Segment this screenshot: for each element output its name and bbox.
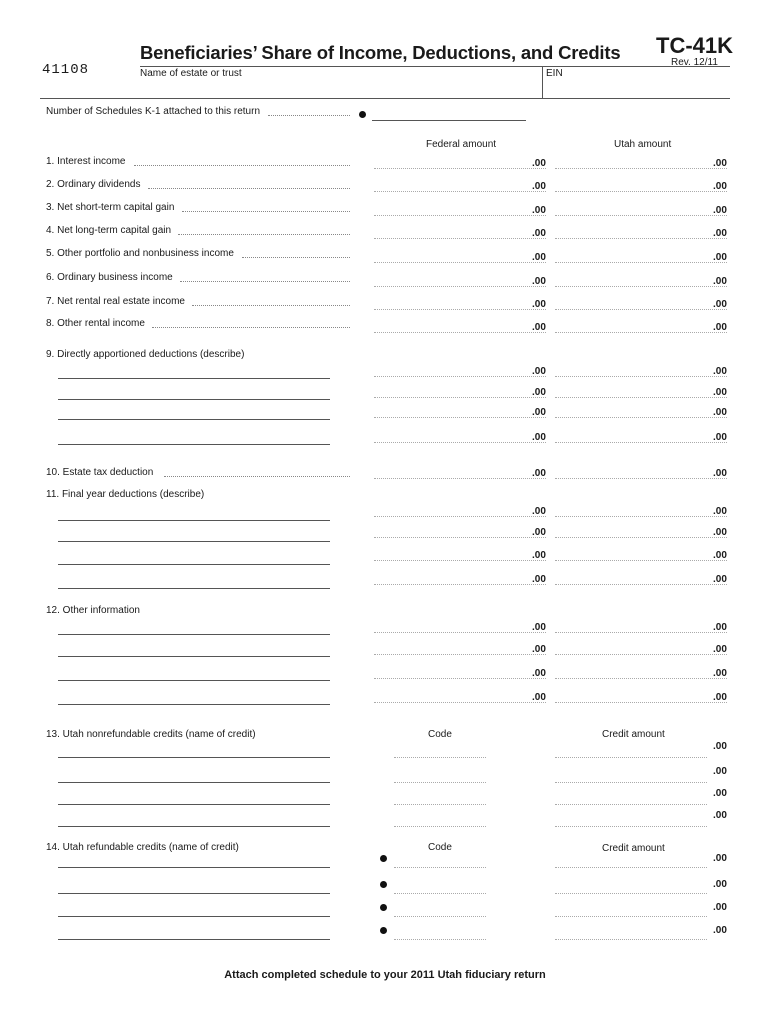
line-12-row-3-utah-cents: .00 xyxy=(713,668,727,679)
line-7-federal-field[interactable] xyxy=(374,309,546,310)
line-1-federal-field[interactable] xyxy=(374,168,546,169)
revision-date: Rev. 12/11 xyxy=(671,57,718,68)
line-11-description-field[interactable] xyxy=(58,541,330,542)
line-13-code-field[interactable] xyxy=(394,782,486,783)
line-13-credit-cents: .00 xyxy=(713,766,727,777)
line-1-utah-field[interactable] xyxy=(555,168,727,169)
line-4-label: 4. Net long-term capital gain xyxy=(46,225,172,236)
leader-dots xyxy=(152,327,350,328)
line-10-federal-cents: .00 xyxy=(532,468,546,479)
line-5-utah-field[interactable] xyxy=(555,262,727,263)
line-12-row-3-utah-field[interactable] xyxy=(555,678,727,679)
footer-instruction: Attach completed schedule to your 2011 Utah fiduciary return xyxy=(224,969,546,981)
line-6-utah-field[interactable] xyxy=(555,286,727,287)
line-14-credit-cents: .00 xyxy=(713,853,727,864)
line-13-credit-cents: .00 xyxy=(713,810,727,821)
line-9-description-field[interactable] xyxy=(58,399,330,400)
leader-dots xyxy=(192,305,350,306)
line-14-code-field[interactable] xyxy=(394,867,486,868)
leader-dots xyxy=(164,476,350,477)
header-rule xyxy=(140,66,730,67)
line-9-row-1-federal-field[interactable] xyxy=(374,376,546,377)
line-12-row-1-federal-field[interactable] xyxy=(374,632,546,633)
line-12-description-field[interactable] xyxy=(58,634,330,635)
line-4-federal-cents: .00 xyxy=(532,228,546,239)
line-9-row-2-federal-cents: .00 xyxy=(532,387,546,398)
line-13-code-field[interactable] xyxy=(394,757,486,758)
line-12-row-2-utah-cents: .00 xyxy=(713,644,727,655)
line-11-label: 11. Final year deductions (describe) xyxy=(46,489,205,500)
line-11-description-field[interactable] xyxy=(58,564,330,565)
line-9-row-2-utah-cents: .00 xyxy=(713,387,727,398)
line-11-row-2-federal-cents: .00 xyxy=(532,527,546,538)
line-14-credit-amount-field[interactable] xyxy=(555,867,707,868)
line-13-credit-name-field[interactable] xyxy=(58,782,330,783)
line-13-label: 13. Utah nonrefundable credits (name of credit) xyxy=(46,729,256,740)
line-12-row-4-federal-field[interactable] xyxy=(374,702,546,703)
line-7-label: 7. Net rental real estate income xyxy=(46,296,185,307)
line-6-label: 6. Ordinary business income xyxy=(46,272,173,283)
code-header: Code xyxy=(428,842,452,853)
line-9-row-3-utah-cents: .00 xyxy=(713,407,727,418)
line-5-utah-cents: .00 xyxy=(713,252,727,263)
ein-label: EIN xyxy=(546,68,563,79)
credit-amount-header: Credit amount xyxy=(602,729,665,740)
line-10-federal-field[interactable] xyxy=(374,478,546,479)
line-4-federal-field[interactable] xyxy=(374,238,546,239)
line-9-description-field[interactable] xyxy=(58,378,330,379)
line-12-label: 12. Other information xyxy=(46,605,140,616)
line-9-row-3-utah-field[interactable] xyxy=(555,417,727,418)
line-14-credit-cents: .00 xyxy=(713,879,727,890)
line-8-utah-cents: .00 xyxy=(713,322,727,333)
name-label: Name of estate or trust xyxy=(140,68,242,79)
line-2-federal-field[interactable] xyxy=(374,191,546,192)
line-14-credit-amount-field[interactable] xyxy=(555,893,707,894)
line-12-description-field[interactable] xyxy=(58,704,330,705)
line-14-credit-name-field[interactable] xyxy=(58,893,330,894)
federal-amount-header: Federal amount xyxy=(426,139,497,150)
bullet-icon xyxy=(359,111,366,118)
bullet-icon xyxy=(380,855,387,862)
line-3-utah-cents: .00 xyxy=(713,205,727,216)
line-11-row-3-utah-cents: .00 xyxy=(713,550,727,561)
line-11-row-1-utah-field[interactable] xyxy=(555,516,727,517)
bullet-icon xyxy=(380,927,387,934)
line-8-federal-field[interactable] xyxy=(374,332,546,333)
line-3-utah-field[interactable] xyxy=(555,215,727,216)
line-11-row-3-federal-field[interactable] xyxy=(374,560,546,561)
line-9-row-1-utah-field[interactable] xyxy=(555,376,727,377)
line-13-credit-name-field[interactable] xyxy=(58,757,330,758)
line-4-utah-field[interactable] xyxy=(555,238,727,239)
ein-divider xyxy=(542,66,543,98)
code-header: Code xyxy=(428,729,452,740)
form-code: 41108 xyxy=(42,62,90,78)
bullet-icon xyxy=(380,904,387,911)
leader-dots xyxy=(180,281,350,282)
line-11-row-3-federal-cents: .00 xyxy=(532,550,546,561)
line-12-description-field[interactable] xyxy=(58,680,330,681)
schedules-label: Number of Schedules K-1 attached to this return xyxy=(46,106,261,117)
line-12-row-1-federal-cents: .00 xyxy=(532,622,546,633)
line-12-row-4-utah-field[interactable] xyxy=(555,702,727,703)
utah-amount-header: Utah amount xyxy=(614,139,672,150)
line-13-code-field[interactable] xyxy=(394,826,486,827)
line-14-code-field[interactable] xyxy=(394,939,486,940)
line-3-label: 3. Net short-term capital gain xyxy=(46,202,175,213)
line-11-row-1-federal-field[interactable] xyxy=(374,516,546,517)
line-13-credit-amount-field[interactable] xyxy=(555,826,707,827)
line-10-utah-field[interactable] xyxy=(555,478,727,479)
line-14-label: 14. Utah refundable credits (name of credit) xyxy=(46,842,239,853)
line-14-credit-cents: .00 xyxy=(713,925,727,936)
line-3-federal-cents: .00 xyxy=(532,205,546,216)
line-13-credit-amount-field[interactable] xyxy=(555,782,707,783)
line-14-code-field[interactable] xyxy=(394,893,486,894)
line-11-row-4-federal-field[interactable] xyxy=(374,584,546,585)
line-9-description-field[interactable] xyxy=(58,419,330,420)
line-12-description-field[interactable] xyxy=(58,656,330,657)
line-12-row-1-utah-field[interactable] xyxy=(555,632,727,633)
line-1-utah-cents: .00 xyxy=(713,158,727,169)
line-12-row-2-federal-cents: .00 xyxy=(532,644,546,655)
schedules-count-field[interactable] xyxy=(372,120,526,121)
line-14-code-field[interactable] xyxy=(394,916,486,917)
line-11-row-1-utah-cents: .00 xyxy=(713,506,727,517)
line-7-federal-cents: .00 xyxy=(532,299,546,310)
line-14-credit-name-field[interactable] xyxy=(58,867,330,868)
line-8-utah-field[interactable] xyxy=(555,332,727,333)
line-12-row-1-utah-cents: .00 xyxy=(713,622,727,633)
line-14-credit-cents: .00 xyxy=(713,902,727,913)
line-14-credit-name-field[interactable] xyxy=(58,916,330,917)
line-5-federal-cents: .00 xyxy=(532,252,546,263)
line-8-federal-cents: .00 xyxy=(532,322,546,333)
line-9-description-field[interactable] xyxy=(58,444,330,445)
line-11-row-4-utah-cents: .00 xyxy=(713,574,727,585)
line-14-credit-name-field[interactable] xyxy=(58,939,330,940)
line-9-label: 9. Directly apportioned deductions (describe) xyxy=(46,349,245,360)
line-2-utah-field[interactable] xyxy=(555,191,727,192)
form-number: TC-41K xyxy=(656,33,734,58)
line-11-row-2-federal-field[interactable] xyxy=(374,537,546,538)
line-13-credit-name-field[interactable] xyxy=(58,804,330,805)
line-13-credit-cents: .00 xyxy=(713,788,727,799)
line-11-row-2-utah-field[interactable] xyxy=(555,537,727,538)
line-1-label: 1. Interest income xyxy=(46,156,126,167)
line-9-row-1-utah-cents: .00 xyxy=(713,366,727,377)
line-14-credit-amount-field[interactable] xyxy=(555,939,707,940)
line-13-credit-amount-field[interactable] xyxy=(555,757,707,758)
line-7-utah-field[interactable] xyxy=(555,309,727,310)
line-5-label: 5. Other portfolio and nonbusiness income xyxy=(46,248,234,259)
leader-dots xyxy=(268,115,350,116)
line-9-row-4-federal-cents: .00 xyxy=(532,432,546,443)
line-8-label: 8. Other rental income xyxy=(46,318,145,329)
bullet-icon xyxy=(380,881,387,888)
line-13-code-field[interactable] xyxy=(394,804,486,805)
line-7-utah-cents: .00 xyxy=(713,299,727,310)
name-field-underline[interactable] xyxy=(40,98,730,99)
line-11-row-1-federal-cents: .00 xyxy=(532,506,546,517)
line-12-row-2-federal-field[interactable] xyxy=(374,654,546,655)
line-6-federal-field[interactable] xyxy=(374,286,546,287)
line-10-label: 10. Estate tax deduction xyxy=(46,467,154,478)
credit-amount-header: Credit amount xyxy=(602,843,665,854)
line-5-federal-field[interactable] xyxy=(374,262,546,263)
line-11-row-4-utah-field[interactable] xyxy=(555,584,727,585)
line-12-row-4-federal-cents: .00 xyxy=(532,692,546,703)
leader-dots xyxy=(148,188,350,189)
line-14-credit-amount-field[interactable] xyxy=(555,916,707,917)
line-9-row-2-federal-field[interactable] xyxy=(374,397,546,398)
line-4-utah-cents: .00 xyxy=(713,228,727,239)
line-2-label: 2. Ordinary dividends xyxy=(46,179,141,190)
line-11-description-field[interactable] xyxy=(58,520,330,521)
line-9-row-1-federal-cents: .00 xyxy=(532,366,546,377)
line-11-row-3-utah-field[interactable] xyxy=(555,560,727,561)
line-13-credit-name-field[interactable] xyxy=(58,826,330,827)
line-12-row-3-federal-cents: .00 xyxy=(532,668,546,679)
leader-dots xyxy=(178,234,350,235)
line-10-utah-cents: .00 xyxy=(713,468,727,479)
form-title: Beneficiaries’ Share of Income, Deductions, and Credits xyxy=(140,42,621,63)
line-11-row-4-federal-cents: .00 xyxy=(532,574,546,585)
line-9-row-3-federal-cents: .00 xyxy=(532,407,546,418)
line-3-federal-field[interactable] xyxy=(374,215,546,216)
leader-dots xyxy=(182,211,350,212)
line-9-row-4-federal-field[interactable] xyxy=(374,442,546,443)
line-9-row-4-utah-cents: .00 xyxy=(713,432,727,443)
line-11-description-field[interactable] xyxy=(58,588,330,589)
leader-dots xyxy=(134,165,350,166)
line-1-federal-cents: .00 xyxy=(532,158,546,169)
leader-dots xyxy=(242,257,350,258)
line-6-federal-cents: .00 xyxy=(532,276,546,287)
line-11-row-2-utah-cents: .00 xyxy=(713,527,727,538)
line-9-row-2-utah-field[interactable] xyxy=(555,397,727,398)
line-12-row-2-utah-field[interactable] xyxy=(555,654,727,655)
line-2-utah-cents: .00 xyxy=(713,181,727,192)
line-12-row-4-utah-cents: .00 xyxy=(713,692,727,703)
line-6-utah-cents: .00 xyxy=(713,276,727,287)
line-2-federal-cents: .00 xyxy=(532,181,546,192)
line-12-row-3-federal-field[interactable] xyxy=(374,678,546,679)
line-13-credit-cents: .00 xyxy=(713,741,727,752)
line-13-credit-amount-field[interactable] xyxy=(555,804,707,805)
line-9-row-4-utah-field[interactable] xyxy=(555,442,727,443)
line-9-row-3-federal-field[interactable] xyxy=(374,417,546,418)
